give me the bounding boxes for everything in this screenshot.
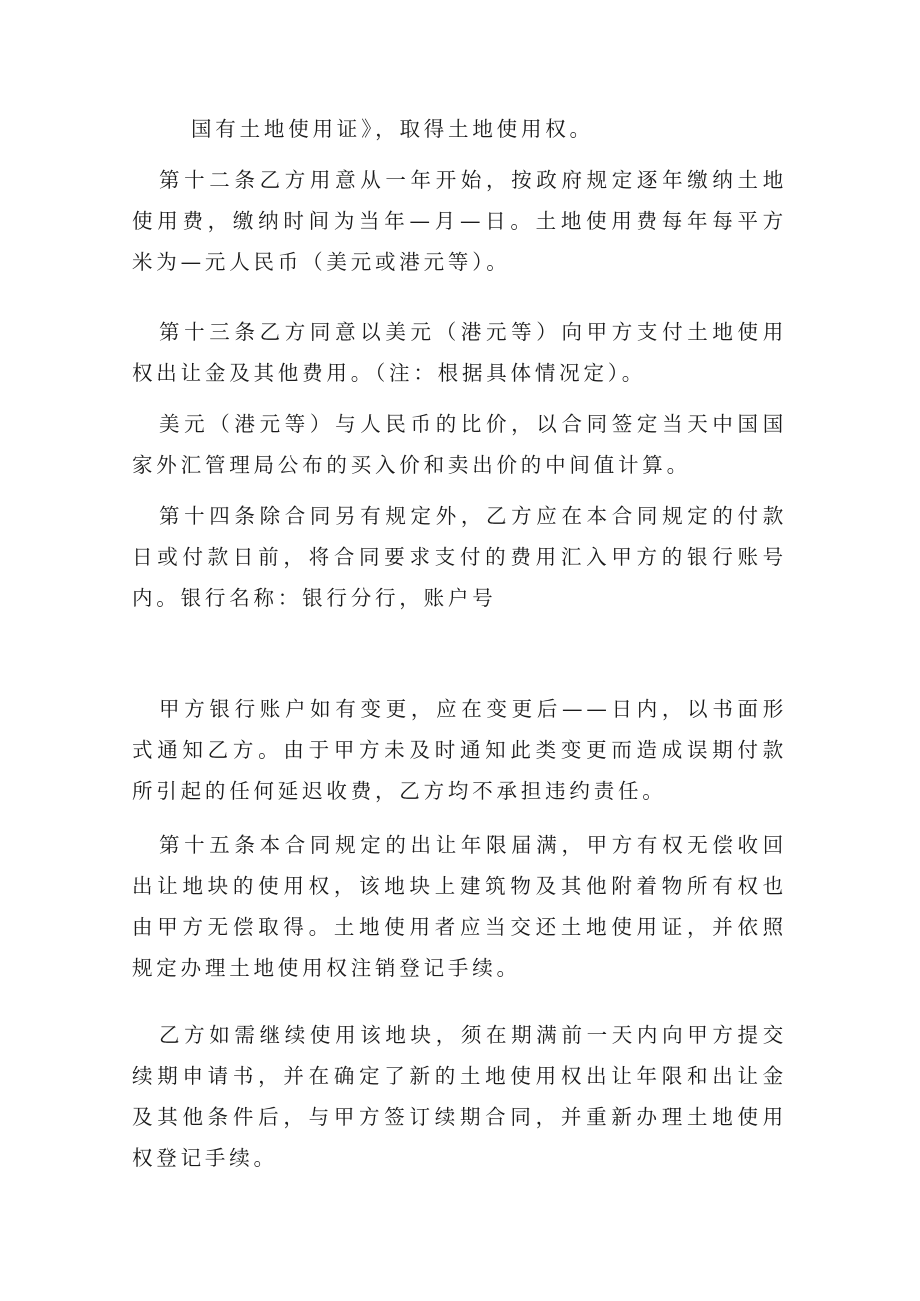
paragraph-1: 国有土地使用证》，取得土地使用权。 — [191, 117, 594, 141]
paragraph-article-15: 第十五条本合同规定的出让年限届满，甲方有权无偿收回出让地块的使用权，该地块上建筑物及其他附着物所有权也由甲方无偿取得。土地使用者应当交还土地使用证，并依照规定办理土地使用权注销登记手续。 — [132, 833, 787, 980]
paragraph-exchange-rate: 美元（港元等）与人民币的比价，以合同签定当天中国国家外汇管理局公布的买入价和卖出价的中间值计算。 — [132, 412, 787, 477]
paragraph-renewal: 乙方如需继续使用该地块，须在期满前一天内向甲方提交续期申请书，并在确定了新的土地使用权出让年限和出让金及其他条件后，与甲方签订续期合同，并重新办理土地使用权登记手续。 — [132, 1023, 787, 1170]
paragraph-bank-change: 甲方银行账户如有变更，应在变更后——日内，以书面形式通知乙方。由于甲方未及时通知此类变更而造成误期付款所引起的任何延迟收费，乙方均不承担违约责任。 — [132, 697, 787, 803]
paragraph-article-12: 第十二条乙方用意从一年开始，按政府规定逐年缴纳土地使用费，缴纳时间为当年—月—日。土地使用费每年每平方米为—元人民币（美元或港元等）。 — [132, 168, 787, 274]
paragraph-article-13: 第十三条乙方同意以美元（港元等）向甲方支付土地使用权出让金及其他费用。（注：根据具体情况定）。 — [132, 320, 787, 385]
paragraph-article-14: 第十四条除合同另有规定外，乙方应在本合同规定的付款日或付款日前，将合同要求支付的费用汇入甲方的银行账号内。银行名称：银行分行，账户号 — [132, 504, 787, 610]
